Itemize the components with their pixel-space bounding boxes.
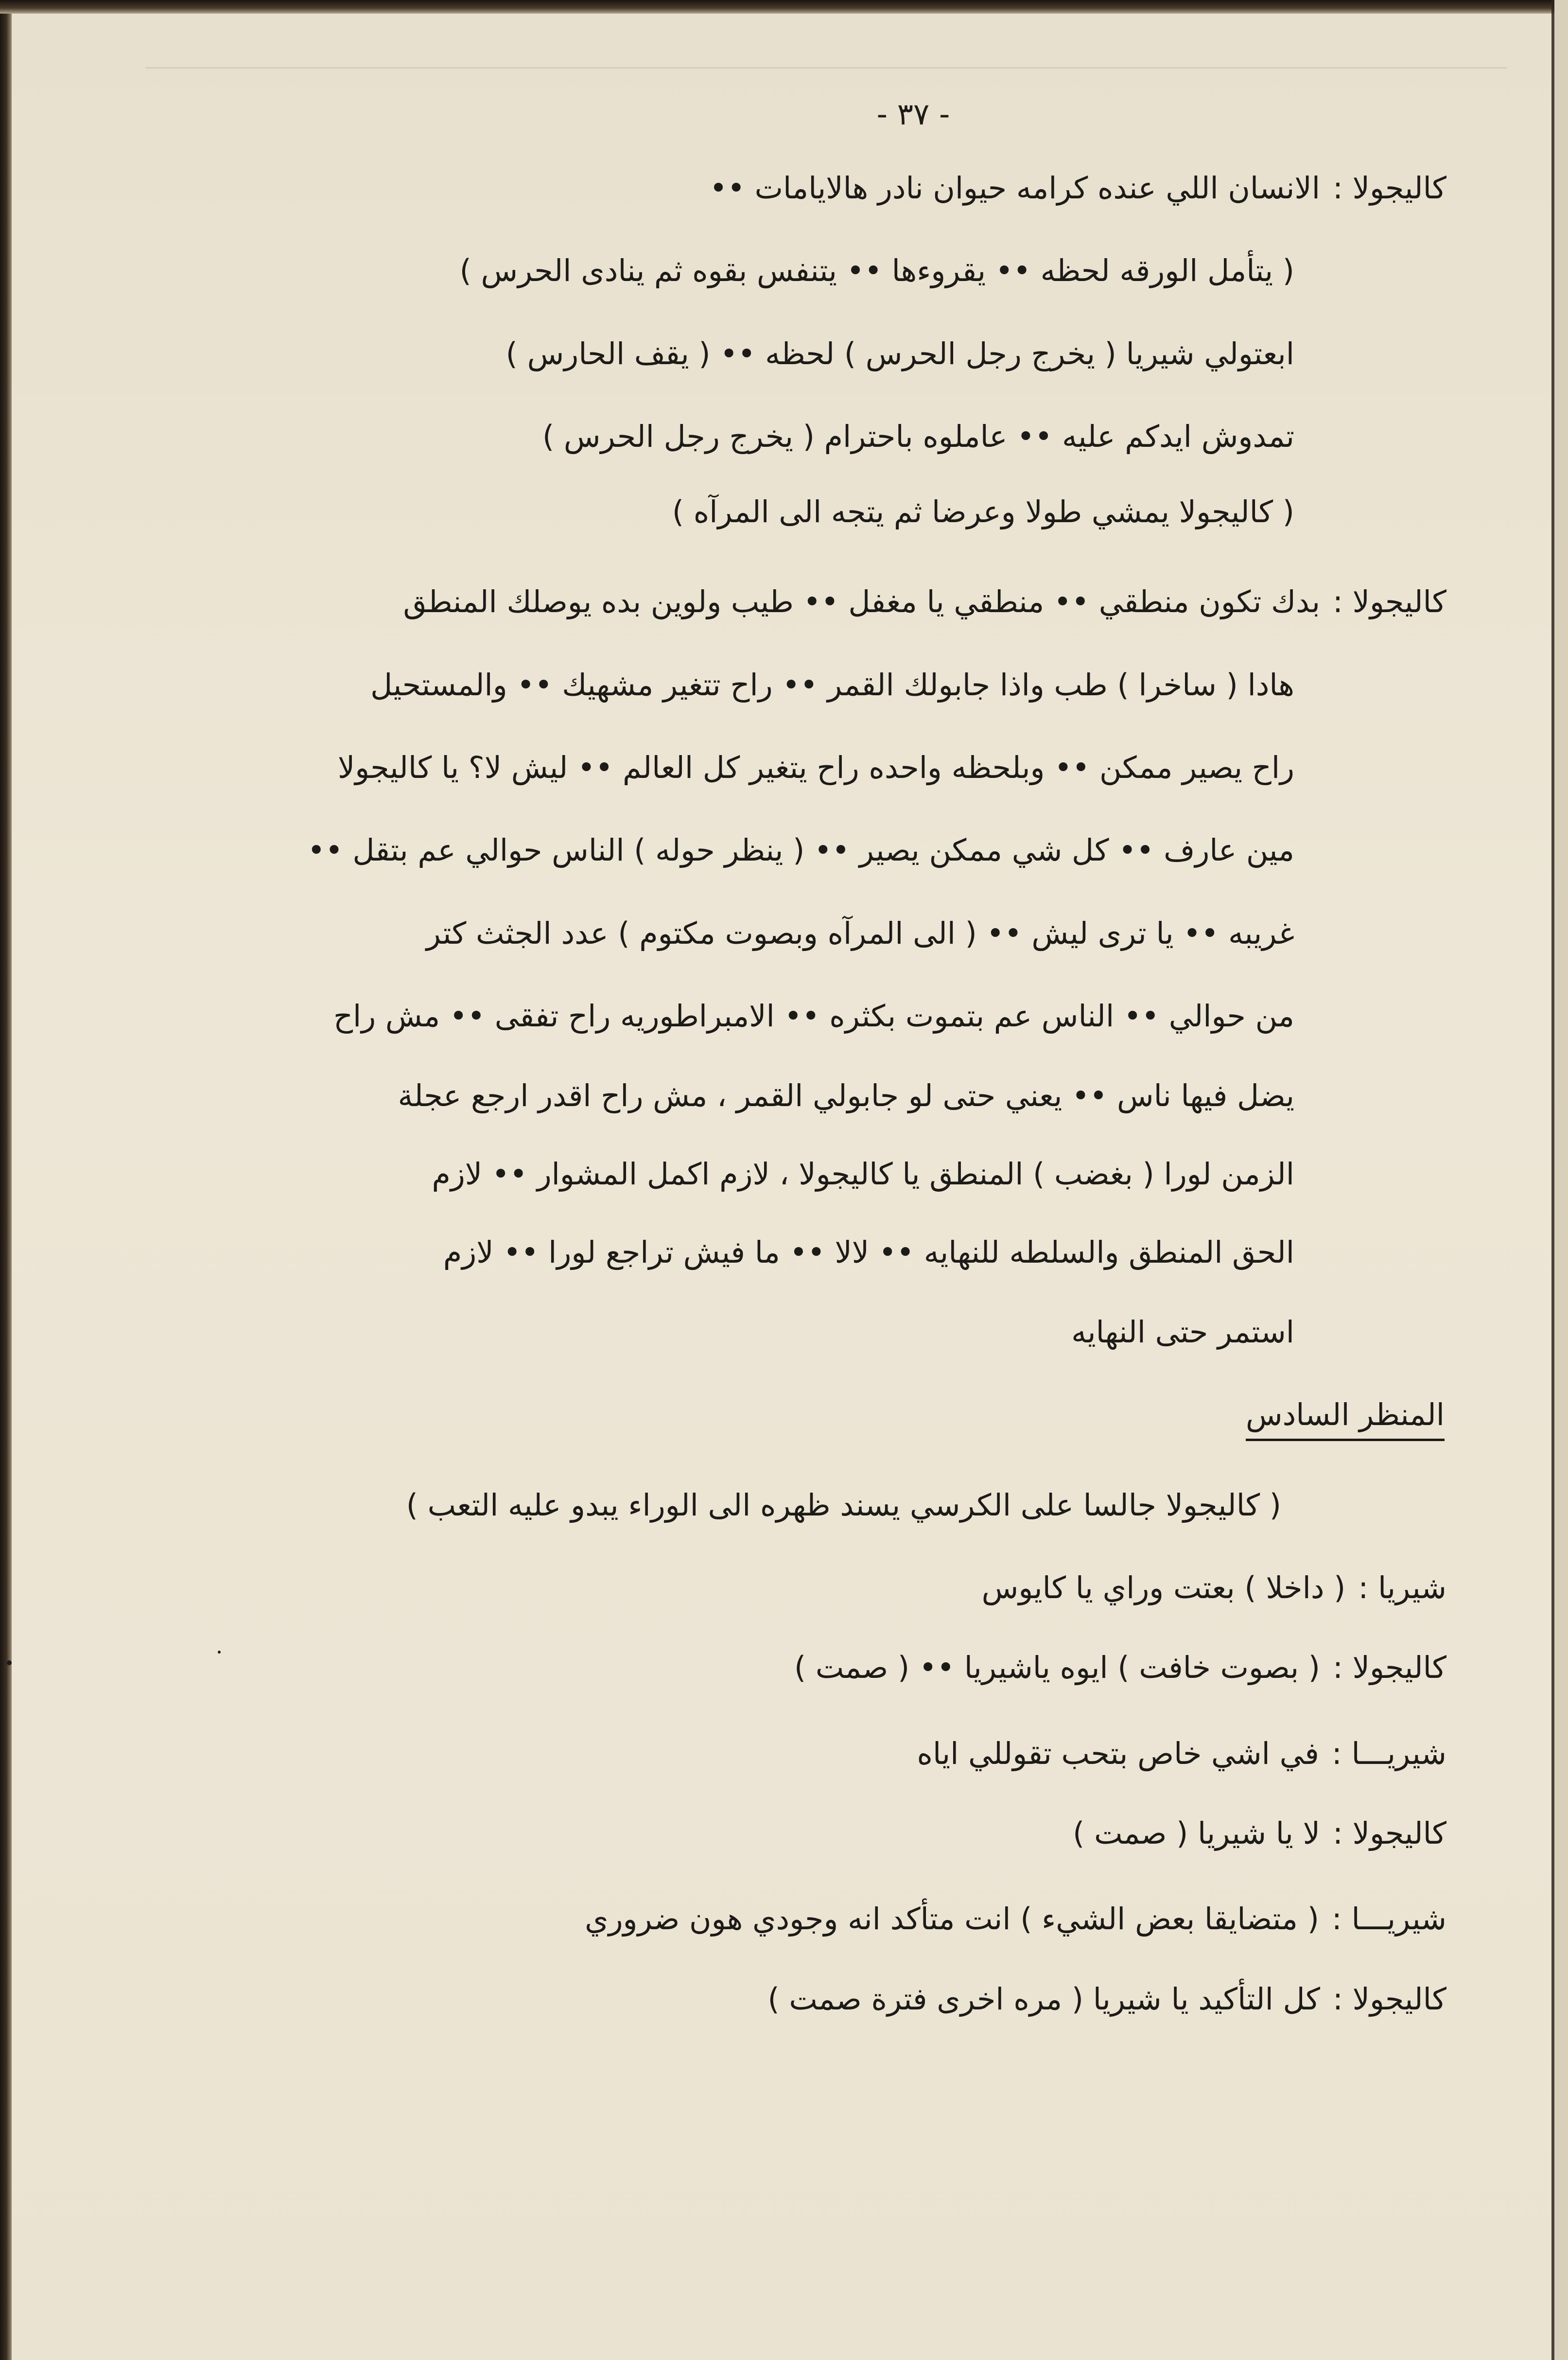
line-text: من حوالي •• الناس عم بتموت بكثره •• الامبراطوريه راح تفقى •• مش راح	[333, 998, 1294, 1034]
speaker-label: كاليجولا :	[1332, 170, 1446, 206]
line-text: الحق المنطق والسلطه للنهايه •• لالا •• ما فيش تراجع لورا •• لازم	[443, 1234, 1294, 1270]
text-line	[168, 663, 1294, 707]
line-text: غريبه •• يا ترى ليش •• ( الى المرآه وبصوت مكتوم ) عدد الجثث كتر	[426, 916, 1294, 951]
dialogue-line	[168, 1897, 1446, 1941]
scan-edge-right	[1554, 0, 1568, 2360]
text-line	[168, 994, 1294, 1038]
text-line	[168, 415, 1294, 458]
scan-edge-top	[0, 0, 1568, 14]
dialogue-line	[168, 1566, 1446, 1610]
text-line	[168, 1231, 1294, 1274]
page-edge-line	[1551, 0, 1554, 2360]
speaker-label: شيريـــا :	[1331, 1901, 1446, 1937]
speaker-label: شيريـــا :	[1331, 1736, 1446, 1771]
line-text: لا يا شيريا ( صمت )	[1073, 1815, 1320, 1851]
text-line	[168, 746, 1294, 790]
line-text: ( كاليجولا يمشي طولا وعرضا ثم يتجه الى المرآه )	[672, 494, 1294, 529]
line-text: هادا ( ساخرا ) طب واذا جابولك القمر •• راح تتغير مشهيك •• والمستحيل	[370, 667, 1294, 703]
speaker-label: كاليجولا :	[1332, 1650, 1446, 1685]
line-text: ( كاليجولا جالسا على الكرسي يسند ظهره الى الوراء يبدو عليه التعب )	[406, 1487, 1281, 1523]
text-line	[168, 332, 1294, 376]
stage-direction-line	[168, 249, 1294, 293]
line-text: ( متضايقا بعض الشيء ) انت متأكد انه وجودي هون ضروري	[585, 1901, 1319, 1937]
line-text: ( بصوت خافت ) ايوه ياشيريا •• ( صمت )	[794, 1650, 1320, 1685]
text-line	[168, 1310, 1294, 1354]
line-text: الزمن لورا ( بغضب ) المنطق يا كاليجولا ، لازم اكمل المشوار •• لازم	[432, 1156, 1294, 1192]
scene-heading: المنظر السادس	[1246, 1393, 1445, 1441]
speaker-label: شيريا :	[1358, 1570, 1446, 1605]
page-number: - ٣٧ -	[876, 96, 950, 132]
line-text: يضل فيها ناس •• يعني حتى لو جابولي القمر ، مش راح اقدر ارجع عجلة	[398, 1078, 1294, 1113]
line-text: ( يتأمل الورقه لحظه •• يقروءها •• يتنفس بقوه ثم ينادى الحرس )	[459, 253, 1294, 288]
line-text: كل التأكيد يا شيريا ( مره اخرى فترة صمت )	[767, 1981, 1320, 2017]
scan-edge-left	[0, 0, 12, 2360]
line-text: ( داخلا ) بعتت وراي يا كايوس	[981, 1570, 1346, 1605]
line-text: الانسان اللي عنده كرامه حيوان نادر هالايامات ••	[709, 170, 1320, 206]
dialogue-line	[168, 1977, 1446, 2021]
ink-speck	[7, 1660, 12, 1665]
text-line	[168, 1074, 1294, 1118]
faint-header-rule	[146, 67, 1507, 69]
line-text: تمدوش ايدكم عليه •• عاملوه باحترام ( يخرج رجل الحرس )	[542, 419, 1294, 454]
dialogue-line	[168, 580, 1446, 624]
line-text: مين عارف •• كل شي ممكن يصير •• ( ينظر حوله ) الناس حوالي عم بتقل ••	[307, 832, 1294, 868]
line-text: ابعتولي شيريا ( يخرج رجل الحرس ) لحظه •• ( يقف الحارس )	[505, 336, 1294, 371]
text-line	[168, 912, 1294, 955]
text-line	[168, 1152, 1294, 1196]
speaker-label: كاليجولا :	[1332, 1815, 1446, 1851]
speaker-label: كاليجولا :	[1332, 584, 1446, 619]
dialogue-line	[168, 1732, 1446, 1776]
stage-direction-line	[168, 1483, 1281, 1527]
text-line	[168, 828, 1294, 872]
stage-direction-line	[168, 490, 1294, 534]
line-text: راح يصير ممكن •• وبلحظه واحده راح يتغير كل العالم •• ليش لا؟ يا كاليجولا	[337, 750, 1294, 785]
dialogue-line	[168, 1646, 1446, 1690]
dialogue-line	[168, 166, 1446, 210]
speaker-label: كاليجولا :	[1332, 1981, 1446, 2017]
line-text: في اشي خاص بتحب تقوللي اياه	[917, 1736, 1319, 1771]
line-text: بدك تكون منطقي •• منطقي يا مغفل •• طيب ولوين بده يوصلك المنطق	[403, 584, 1320, 619]
line-text: استمر حتى النهايه	[1071, 1314, 1294, 1350]
dialogue-line	[168, 1812, 1446, 1855]
